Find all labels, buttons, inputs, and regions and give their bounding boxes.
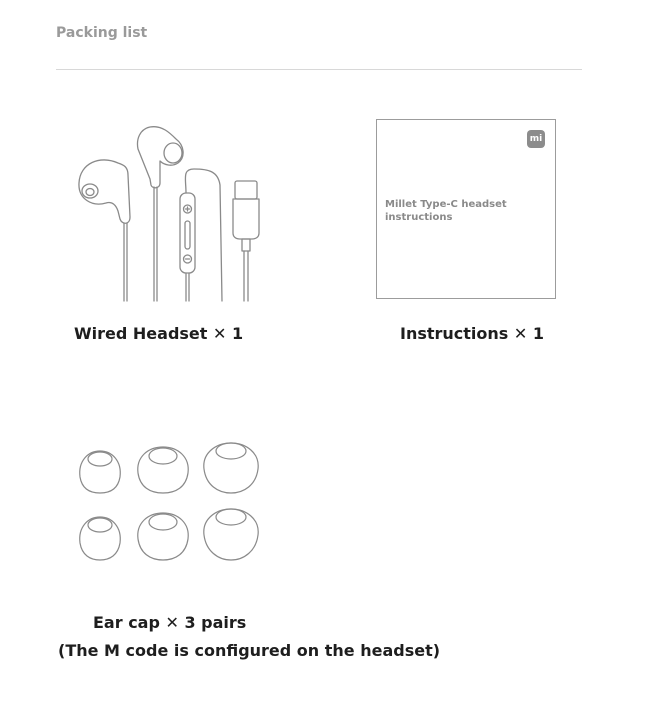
wired-headset-label: Wired Headset ✕ 1 (74, 324, 244, 343)
page-title: Packing list (56, 25, 148, 41)
mi-logo-icon: mi (527, 130, 545, 148)
title-divider (56, 69, 582, 70)
ear-cap-label: Ear cap ✕ 3 pairs (93, 613, 247, 632)
m-code-note: (The M code is configured on the headset) (58, 641, 441, 660)
booklet-title: Millet Type-C headset instructions (385, 199, 507, 223)
wired-headset-icon (70, 115, 270, 305)
ear-caps-icon (70, 435, 270, 570)
instruction-booklet-icon (376, 119, 556, 299)
instructions-label: Instructions ✕ 1 (400, 324, 544, 343)
